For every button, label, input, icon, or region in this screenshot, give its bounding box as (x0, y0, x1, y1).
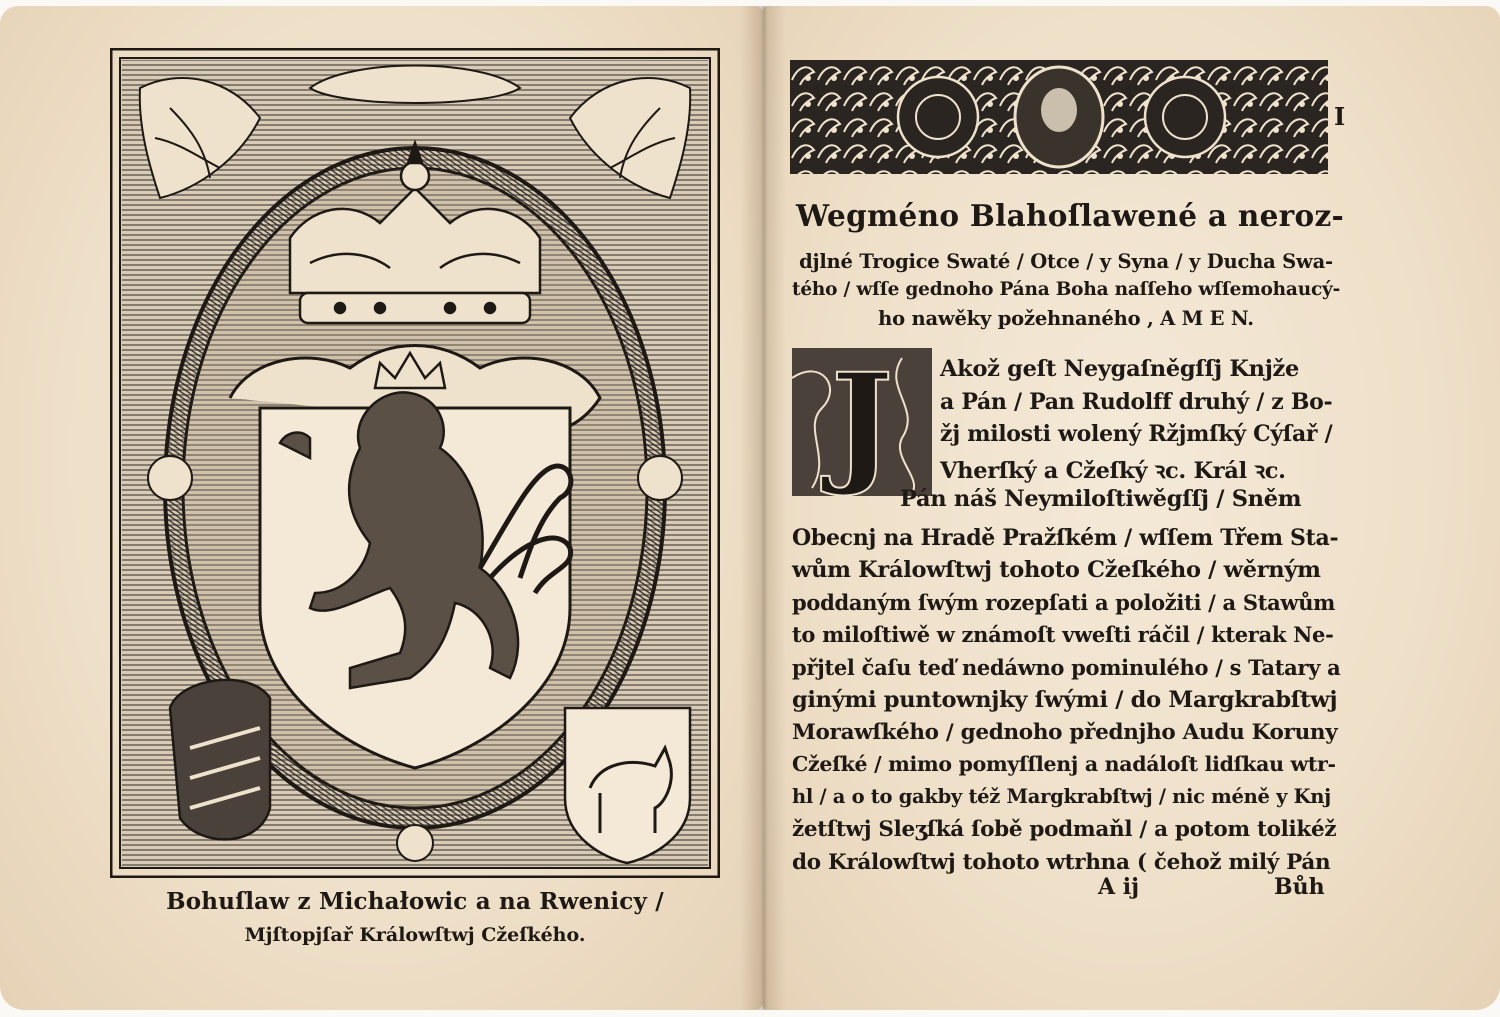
body-line: to miloſtiwě w známoſt vweſti ráčil / kterak Ne- (792, 622, 1334, 647)
woodcut-caption-line-2: Mjſtopjſař Králowſtwj Cžeſkého. (244, 924, 586, 946)
body-line: poddaným ſwým rozepſati a položiti / a Stawům (792, 589, 1336, 615)
ornamental-headpiece (790, 60, 1328, 174)
body-line: Cžeſké / mimo pomyſſlenj a nadáloſt lidſkau wtr- (792, 752, 1336, 776)
invocation-line-3: tého / wſſe gednoho Pána Boha naſſeho wſſemohaucý- (792, 279, 1341, 300)
body-line: a Pán / Pan Rudolff druhý / z Bo- (940, 388, 1333, 415)
coat-of-arms-woodcut (110, 48, 720, 878)
body-line: žetſtwj Sleʒſká ſobě podmaňl / a potom tolikéž (792, 817, 1337, 842)
svg-text:J: J (830, 348, 894, 496)
folio-number: I (1334, 102, 1346, 131)
body-line: žj milosti wolený Ržjmſký Cýſař / (940, 421, 1333, 447)
body-line: Obecnj na Hradě Pražſkém / wſſem Třem Sta- (792, 524, 1339, 551)
body-line: ginými puntownjky ſwými / do Margkrabſtwj (792, 687, 1338, 713)
body-line: Pán náš Neymiloſtiwěgſſj / Sněm (900, 486, 1302, 512)
body-line: Morawſkého / gednoho přednjho Audu Koruny (792, 719, 1338, 745)
signature-mark: A ij (1098, 874, 1140, 900)
invocation-line-4: ho nawěky požehnaného , A M E N. (878, 307, 1254, 330)
small-shield-left (170, 680, 270, 839)
invocation-line-2: djlné Trogice Swaté / Otce / y Syna / y Ducha Swa- (799, 250, 1333, 273)
woodcut-caption-line-1: Bohuſlaw z Michałowic a na Rwenicy / (166, 888, 664, 915)
body-line: Vherſký a Cžeſký ꝛc. Král ꝛc. (940, 457, 1286, 484)
body-line: přjtel čaſu teď nedáwno pominulého / s Tatary a (792, 654, 1341, 680)
invocation-heading: Wegméno Blahoſlawené a neroz- (796, 198, 1345, 233)
body-line: hl / a o to gakby též Margkrabſtwj / nic méně y Knj (792, 784, 1331, 808)
small-shield-goat (565, 708, 690, 863)
decorated-initial (792, 348, 932, 496)
book-gutter (740, 6, 786, 1010)
body-line: Akož geſt Neygaſněgſſj Knjže (940, 356, 1300, 382)
body-line: wům Králowſtwj tohoto Cžeſkého / wěrným (792, 557, 1321, 583)
catchword: Bůh (1274, 874, 1325, 900)
body-line: do Králowſtwj tohoto wtrhna ( čehož milý Pán (792, 849, 1331, 875)
